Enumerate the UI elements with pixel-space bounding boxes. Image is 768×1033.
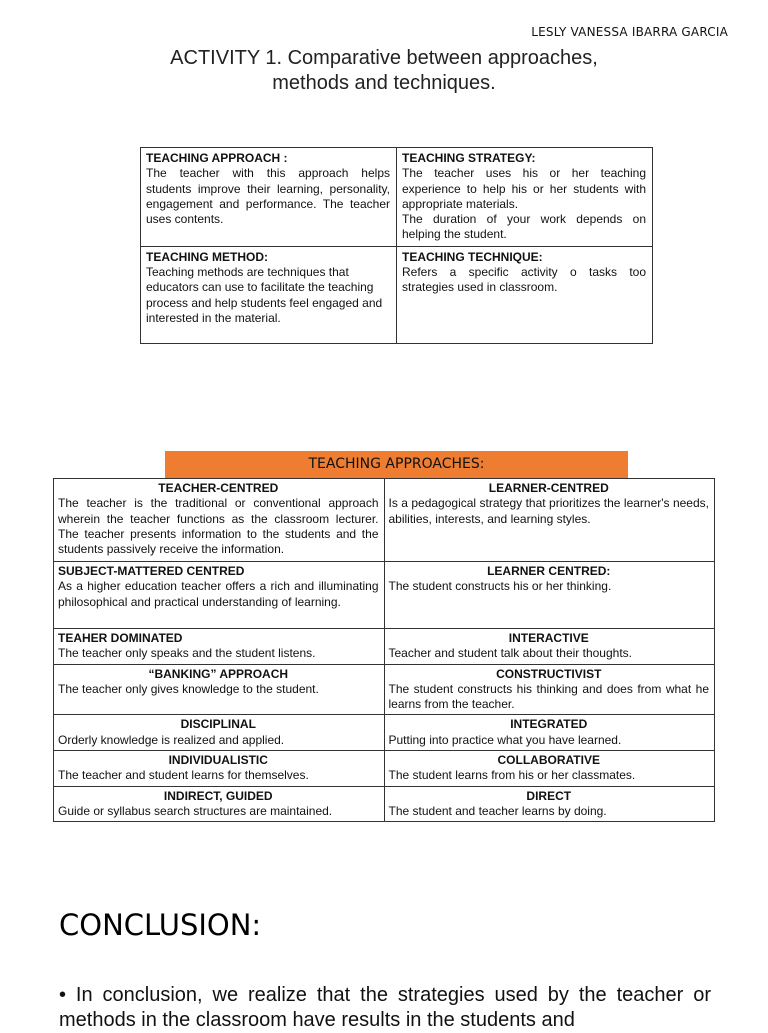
approach-right-text: Is a pedagogical strategy that prioritizes the learner's needs, abilities, interests, and learning styles. <box>388 496 709 526</box>
approach-left-title: “BANKING” APPROACH <box>148 666 289 681</box>
approach-left-title: INDIRECT, GUIDED <box>163 788 273 803</box>
approach-left-cell <box>54 629 385 665</box>
strategy-text-2: The duration of your work depends on helping the student. <box>402 212 646 242</box>
approach-left-title: TEACHER-CENTRED <box>158 481 279 495</box>
approach-row <box>54 786 715 822</box>
author-name: LESLY VANESSA IBARRA GARCIA <box>531 25 728 39</box>
approach-left-text: The teacher is the traditional or conventional approach wherein the teacher functions as the classroom lecturer. The teacher presents information to the students and the students passively receive the information. <box>58 496 379 557</box>
activity-title <box>0 46 768 96</box>
approach-row <box>54 715 715 751</box>
conclusion-title: CONCLUSION: <box>59 908 262 942</box>
approach-text: The teacher with this approach helps students improve their learning, personality, engagement and performance. The teacher uses contents. <box>146 166 390 227</box>
comparison-row <box>141 148 653 247</box>
approach-left-text: Orderly knowledge is realized and applied. <box>58 732 285 747</box>
approach-right-text: Teacher and student talk about their thoughts. <box>388 646 632 661</box>
technique-cell <box>397 246 653 343</box>
approach-right-text: The student and teacher learns by doing. <box>388 803 607 818</box>
approach-left-text: The teacher and student learns for themselves. <box>58 768 309 783</box>
approach-left-title: DISCIPLINAL <box>180 717 256 732</box>
approach-right-text: The student learns from his or her classmates. <box>388 768 636 783</box>
comparison-table <box>140 147 653 344</box>
approach-left-cell <box>54 562 385 629</box>
method-title: TEACHING METHOD: <box>146 249 268 264</box>
approach-right-cell <box>384 562 715 629</box>
activity-title-line-2: methods and techniques. <box>272 72 496 94</box>
approach-left-title: TEAHER DOMINATED <box>58 631 183 645</box>
approach-right-title: LEARNER CENTRED: <box>487 564 611 578</box>
approach-right-text: The student constructs his or her thinking. <box>388 579 612 594</box>
approach-left-cell <box>54 664 385 715</box>
approach-right-title: CONSTRUCTIVIST <box>496 666 602 681</box>
approach-right-cell <box>384 751 715 787</box>
activity-title-line-1: ACTIVITY 1. Comparative between approaches, <box>170 47 598 69</box>
approach-left-title: INDIVIDUALISTIC <box>168 753 268 768</box>
approach-row <box>54 479 715 562</box>
approaches-table <box>53 478 715 822</box>
approach-right-cell <box>384 786 715 822</box>
approach-row <box>54 664 715 715</box>
approach-left-title: SUBJECT-MATTERED CENTRED <box>58 564 245 578</box>
approach-right-text: The student constructs his thinking and does from what he learns from the teacher. <box>388 681 709 712</box>
approach-right-title: INTEGRATED <box>510 717 588 732</box>
conclusion-text: • In conclusion, we realize that the strategies used by the teacher or methods in the classroom have results in the students and <box>59 984 711 1031</box>
approach-left-text: The teacher only speaks and the student listens. <box>58 646 316 661</box>
approach-left-cell <box>54 715 385 751</box>
approaches-header-bar: TEACHING APPROACHES: <box>165 451 628 478</box>
technique-title: TEACHING TECHNIQUE: <box>402 249 543 264</box>
approach-row <box>54 751 715 787</box>
approach-left-text: As a higher education teacher offers a rich and illuminating philosophical and practical understanding of learning. <box>58 579 379 609</box>
approach-left-text: The teacher only gives knowledge to the student. <box>58 681 319 696</box>
approach-left-text: Guide or syllabus search structures are maintained. <box>58 803 333 818</box>
approach-right-cell <box>384 629 715 665</box>
method-cell <box>141 246 397 343</box>
approach-left-cell <box>54 479 385 562</box>
approach-right-cell <box>384 664 715 715</box>
strategy-title: TEACHING STRATEGY: <box>402 151 536 165</box>
approach-right-cell <box>384 479 715 562</box>
strategy-text-1: The teacher uses his or her teaching experience to help his or her students with appropriate materials. <box>402 166 646 211</box>
approach-right-text: Putting into practice what you have learned. <box>388 732 622 747</box>
approach-left-cell <box>54 786 385 822</box>
approach-right-title: DIRECT <box>526 788 572 803</box>
approach-cell <box>141 148 397 247</box>
strategy-cell <box>397 148 653 247</box>
approach-row <box>54 629 715 665</box>
approach-left-cell <box>54 751 385 787</box>
approach-title: TEACHING APPROACH : <box>146 151 288 165</box>
comparison-row <box>141 246 653 343</box>
approach-row <box>54 562 715 629</box>
approach-right-title: LEARNER-CENTRED <box>488 481 609 495</box>
approach-right-title: INTERACTIVE <box>508 631 589 645</box>
approach-right-title: COLLABORATIVE <box>497 753 600 768</box>
technique-text: Refers a specific activity o tasks too strategies used in classroom. <box>402 265 646 295</box>
method-text: Teaching methods are techniques that educators can use to facilitate the teaching process and help students feel engaged and interested in the material. <box>146 265 383 325</box>
approach-right-cell <box>384 715 715 751</box>
